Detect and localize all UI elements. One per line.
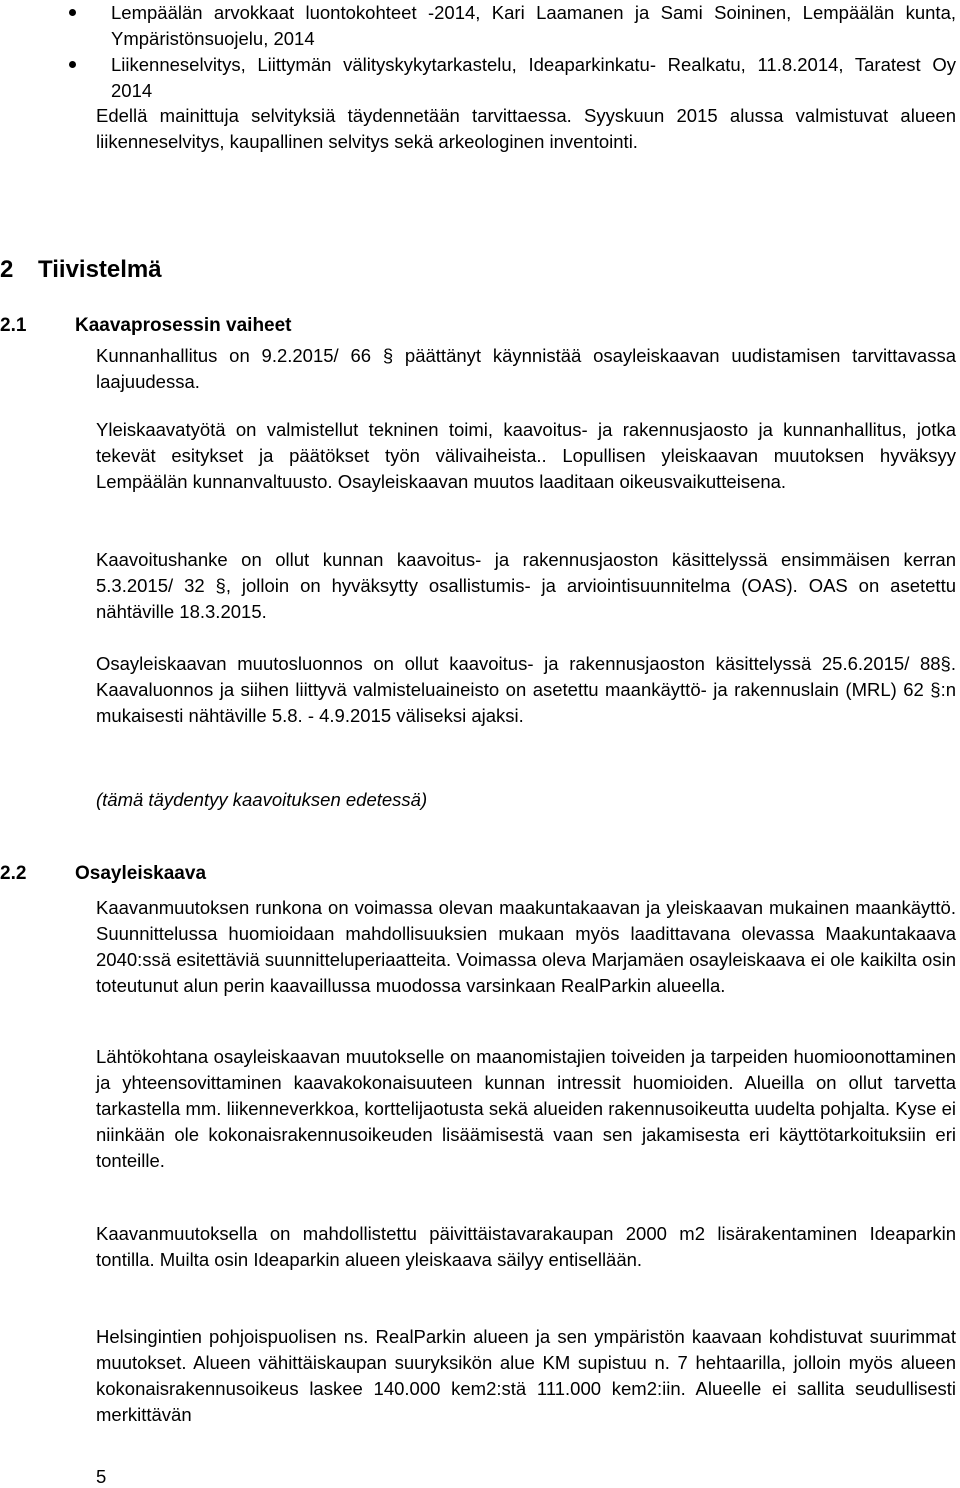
paragraph: Osayleiskaavan muutosluonnos on ollut kaavoitus- ja rakennusjaoston käsittelyssä 25.6.2015/ 88§. Kaavaluonnos ja siihen liittyvä valmisteluaineisto on asetettu maankäyttö- ja rakennuslain (MRL) 62 §:n mukaisesti nähtäville 5.8. - 4.9.2015 väliseksi ajaksi. [96, 653, 956, 726]
section-2-2-heading [0, 861, 206, 887]
bullet-icon [69, 61, 76, 68]
reference-text: Liikenneselvitys, Liittymän välityskykytarkastelu, Ideaparkinkatu- Realkatu, 11.8.2014, Taratest Oy 2014 [111, 54, 956, 101]
section-number: 2 [0, 256, 14, 283]
section-title: Osayleiskaava [75, 863, 207, 884]
paragraph: Kaavanmuutoksella on mahdollistettu päivittäistavarakaupan 2000 m2 lisärakentaminen Ideaparkin tontilla. Muilta osin Ideaparkin alueen yleiskaava säilyy entisellään. [96, 1223, 956, 1270]
reference-text: Lempäälän arvokkaat luontokohteet -2014, Kari Laamanen ja Sami Soininen, Lempäälän kunta, Ympäristönsuojelu, 2014 [111, 2, 956, 49]
section-number: 2.1 [0, 315, 27, 336]
reference-list [0, 0, 956, 104]
reference-item [0, 52, 956, 104]
reference-item [0, 0, 956, 52]
section-number: 2.2 [0, 863, 27, 884]
note: (tämä täydentyy kaavoituksen edetessä) [96, 789, 428, 810]
section-2-heading [0, 255, 162, 285]
paragraph: Kaavanmuutoksen runkona on voimassa olevan maakuntakaavan ja yleiskaavan mukainen maankäyttö. Suunnittelussa huomioidaan mahdollisuuksien mukaan myös laadittavana olevassa Maakuntakaava 2040:ssä esitettäviä suunnitteluperiaatteita. Voimassa oleva Marjamäen osayleiskaava ei ole kaikilta osin toteutunut alun perin kaavaillussa muodossa varsinkaan RealParkin alueella. [96, 897, 956, 996]
section-2-1-heading [0, 313, 292, 339]
paragraph: Helsingintien pohjoispuolisen ns. RealParkin alueen ja sen ympäristön kaavaan kohdistuvat suurimmat muutokset. Alueen vähittäiskaupan suuryksikön alue KM supistuu n. 7 hehtaarilla, jolloin myös alueen kokonaisrakennusoikeus laskee 140.000 kem2:stä 111.000 kem2:iin. Alueelle ei sallita seudullisesti merkittävän [96, 1326, 956, 1425]
section-title: Kaavaprosessin vaiheet [75, 315, 292, 336]
intro-paragraph: Edellä mainittuja selvityksiä täydennetään tarvittaessa. Syyskuun 2015 alussa valmistuvat alueen liikenneselvitys, kaupallinen selvitys sekä arkeologinen inventointi. [96, 105, 956, 152]
paragraph: Kunnanhallitus on 9.2.2015/ 66 § päättänyt käynnistää osayleiskaavan uudistamisen tarvittavassa laajuudessa. [96, 345, 956, 392]
paragraph: Lähtökohtana osayleiskaavan muutokselle on maanomistajien toiveiden ja tarpeiden huomioonottaminen ja yhteensovittaminen kaavakokonaisuuteen kunnan intressit huomioiden. Alueilla on ollut tarvetta tarkastella mm. liikenneverkkoa, korttelijaotusta sekä alueiden rakennusoikeutta uudelta pohjalta. Kyse ei niinkään ole kokonaisrakennusoikeuden lisäämisestä vaan sen jakamisesta eri käyttötarkoituksiin eri tonteille. [96, 1046, 956, 1171]
page-number: 5 [96, 1466, 107, 1487]
bullet-icon [69, 9, 76, 16]
paragraph: Yleiskaavatyötä on valmistellut tekninen toimi, kaavoitus- ja rakennusjaosto ja kunnanhallitus, jotka tekevät esitykset ja päätökset työn välivaiheista.. Lopullisen yleiskaavan muutoksen hyväksyy Lempäälän kunnanvaltuusto. Osayleiskaavan muutos laaditaan oikeusvaikutteisena. [96, 419, 956, 492]
paragraph: Kaavoitushanke on ollut kunnan kaavoitus- ja rakennusjaoston käsittelyssä ensimmäisen kerran 5.3.2015/ 32 §, jolloin on hyväksytty osallistumis- ja arviointisuunnitelma (OAS). OAS on asetettu nähtäville 18.3.2015. [96, 549, 956, 622]
section-title: Tiivistelmä [38, 256, 162, 283]
